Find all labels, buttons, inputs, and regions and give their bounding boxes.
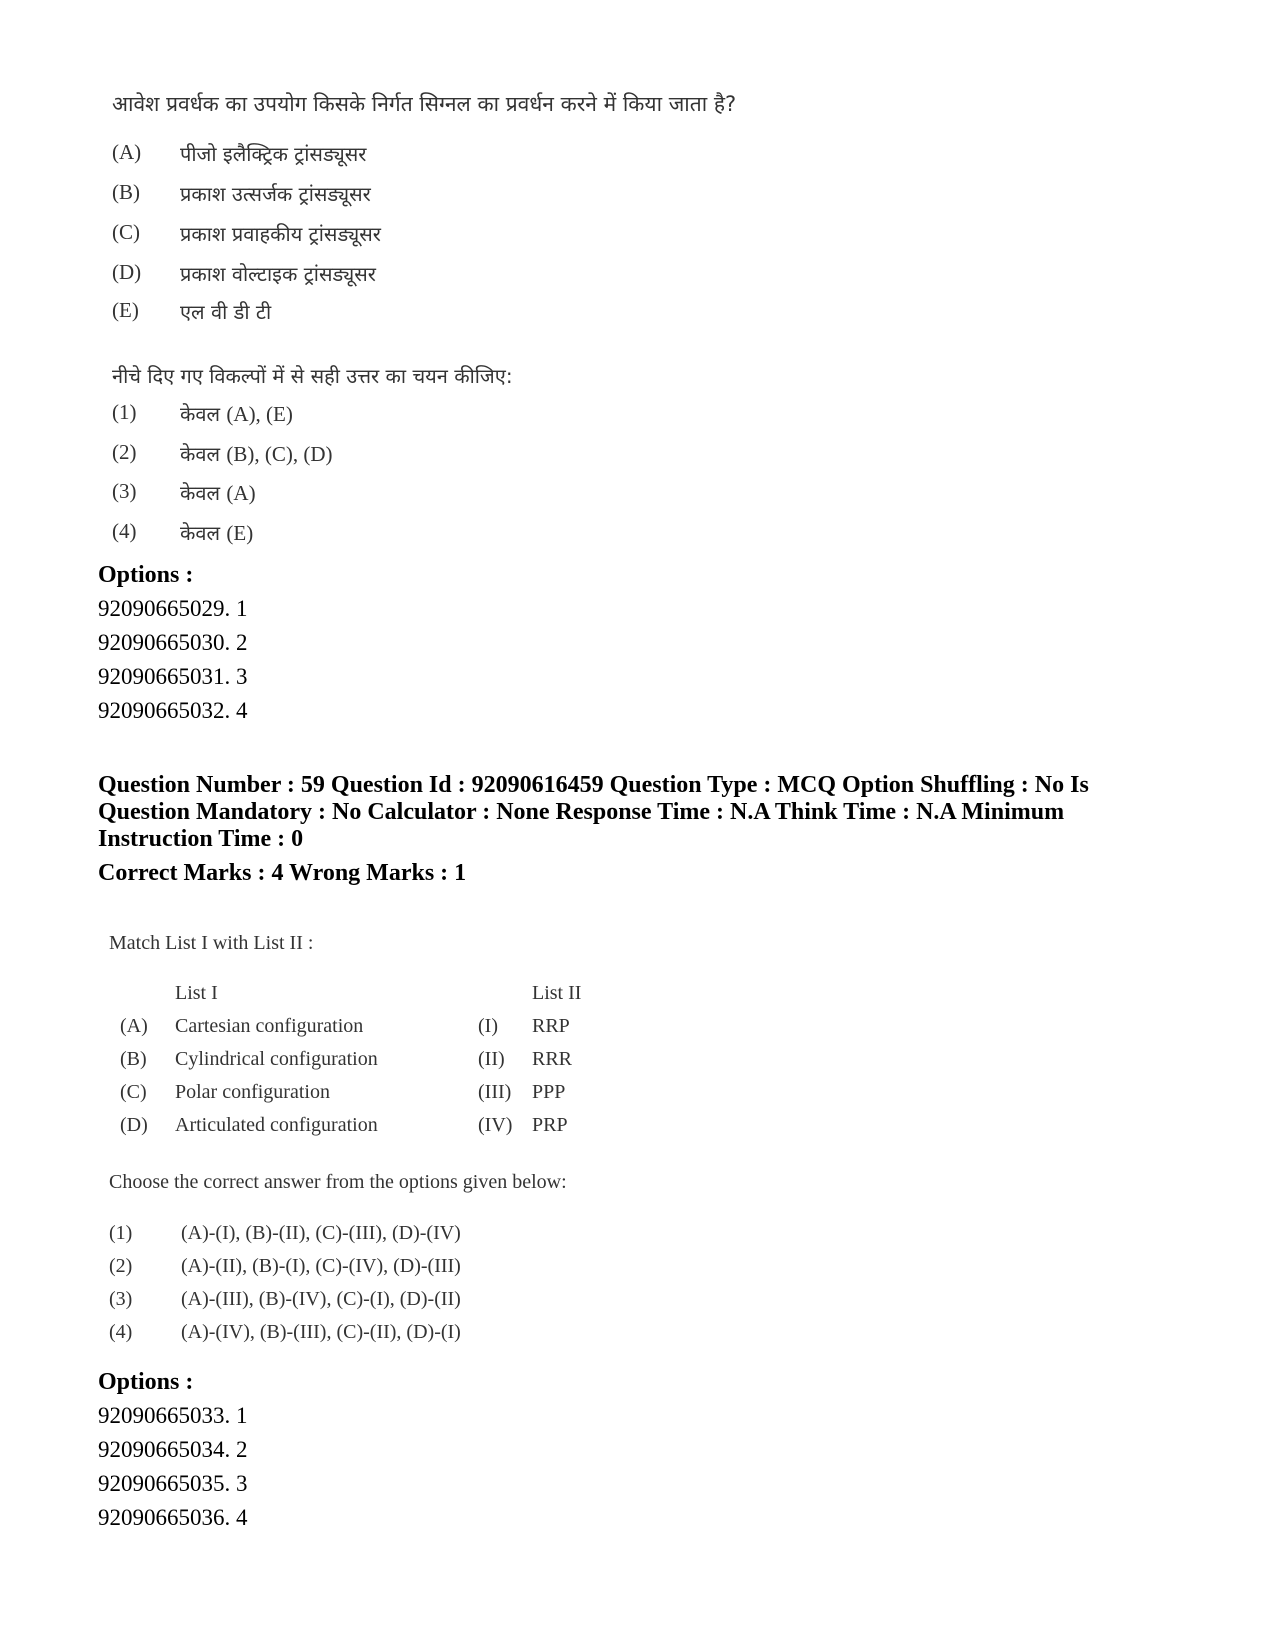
item-text: प्रकाश प्रवाहकीय ट्रांसड्यूसर (180, 222, 381, 246)
answer-label: (1) (109, 1222, 133, 1244)
item-text: पीजो इलैक्ट्रिक ट्रांसड्यूसर (180, 142, 367, 166)
list2-label: (IV) (478, 1114, 513, 1136)
answer-text: (A) (226, 481, 256, 505)
answer-text: (A)-(IV), (B)-(III), (C)-(II), (D)-(I) (181, 1321, 461, 1343)
q58-option-2: 92090665030. 2 (98, 630, 248, 655)
question-58-text: आवेश प्रवर्धक का उपयोग किसके निर्गत सिग्नल का प्रवर्धन करने में किया जाता है? (112, 92, 737, 116)
q59-marks: Correct Marks : 4 Wrong Marks : 1 (98, 860, 467, 886)
list2-label: (I) (478, 1015, 498, 1037)
item-label: (A) (112, 140, 142, 164)
match-row-a (120, 1015, 720, 1043)
item-text: प्रकाश उत्सर्जक ट्रांसड्यूसर (180, 182, 371, 206)
answer-label: (3) (109, 1288, 133, 1310)
answer-text: (E) (226, 521, 254, 545)
answer-text: (A)-(III), (B)-(IV), (C)-(I), (D)-(II) (181, 1288, 461, 1310)
item-text: एल वी डी टी (180, 300, 272, 324)
match-row-c (120, 1081, 720, 1109)
list2-text: PPP (532, 1081, 566, 1103)
answer-prefix: केवल (180, 442, 221, 466)
list2-label: (III) (478, 1081, 512, 1103)
answer-label: (3) (112, 479, 137, 503)
item-text: प्रकाश वोल्टाइक ट्रांसड्यूसर (180, 262, 376, 286)
list2-text: PRP (532, 1114, 568, 1136)
match-row-b (120, 1048, 720, 1076)
q59-option-2: 92090665034. 2 (98, 1437, 248, 1462)
q59-meta-line-2: Question Mandatory : No Calculator : None Response Time : N.A Think Time : N.A Minimum (98, 799, 1065, 825)
list-2-header: List II (532, 982, 582, 1004)
list1-label: (D) (120, 1114, 148, 1136)
answer-text: (B), (C), (D) (226, 442, 333, 466)
list2-text: RRR (532, 1048, 573, 1070)
item-label: (D) (112, 260, 142, 284)
answer-text: (A)-(II), (B)-(I), (C)-(IV), (D)-(III) (181, 1255, 461, 1277)
list1-text: Cylindrical configuration (175, 1048, 378, 1070)
list1-label: (A) (120, 1015, 148, 1037)
answer-prefix: केवल (180, 402, 221, 426)
match-row-d (120, 1114, 720, 1142)
list2-label: (II) (478, 1048, 505, 1070)
answer-text: (A), (E) (226, 402, 293, 426)
answer-label: (2) (109, 1255, 133, 1277)
item-label: (C) (112, 220, 140, 244)
answer-text: (A)-(I), (B)-(II), (C)-(III), (D)-(IV) (181, 1222, 461, 1244)
q59-options-heading: Options : (98, 1369, 194, 1395)
list1-text: Articulated configuration (175, 1114, 378, 1136)
q59-meta-line-3: Instruction Time : 0 (98, 826, 304, 852)
q59-option-3: 92090665035. 3 (98, 1471, 248, 1496)
item-label: (B) (112, 180, 140, 204)
list1-label: (C) (120, 1081, 147, 1103)
q59-meta-line-1: Question Number : 59 Question Id : 92090616459 Question Type : MCQ Option Shuffling : No Is (98, 772, 1089, 798)
q59-instruction: Choose the correct answer from the options given below: (109, 1171, 567, 1193)
item-label: (E) (112, 298, 139, 322)
q58-instruction: नीचे दिए गए विकल्पों में से सही उत्तर का चयन कीजिए: (112, 364, 513, 388)
list2-text: RRP (532, 1015, 570, 1037)
q58-option-1: 92090665029. 1 (98, 596, 248, 621)
answer-label: (2) (112, 440, 137, 464)
answer-label: (4) (109, 1321, 133, 1343)
q58-option-3: 92090665031. 3 (98, 664, 248, 689)
q58-options-heading: Options : (98, 562, 194, 588)
q59-option-4: 92090665036. 4 (98, 1505, 248, 1530)
answer-prefix: केवल (180, 521, 221, 545)
list1-label: (B) (120, 1048, 147, 1070)
answer-label: (1) (112, 400, 137, 424)
list1-text: Cartesian configuration (175, 1015, 364, 1037)
answer-prefix: केवल (180, 481, 221, 505)
list-1-header: List I (175, 982, 218, 1004)
answer-label: (4) (112, 519, 137, 543)
q58-option-4: 92090665032. 4 (98, 698, 248, 723)
question-59-text: Match List I with List II : (109, 932, 314, 954)
list1-text: Polar configuration (175, 1081, 330, 1103)
q59-option-1: 92090665033. 1 (98, 1403, 248, 1428)
